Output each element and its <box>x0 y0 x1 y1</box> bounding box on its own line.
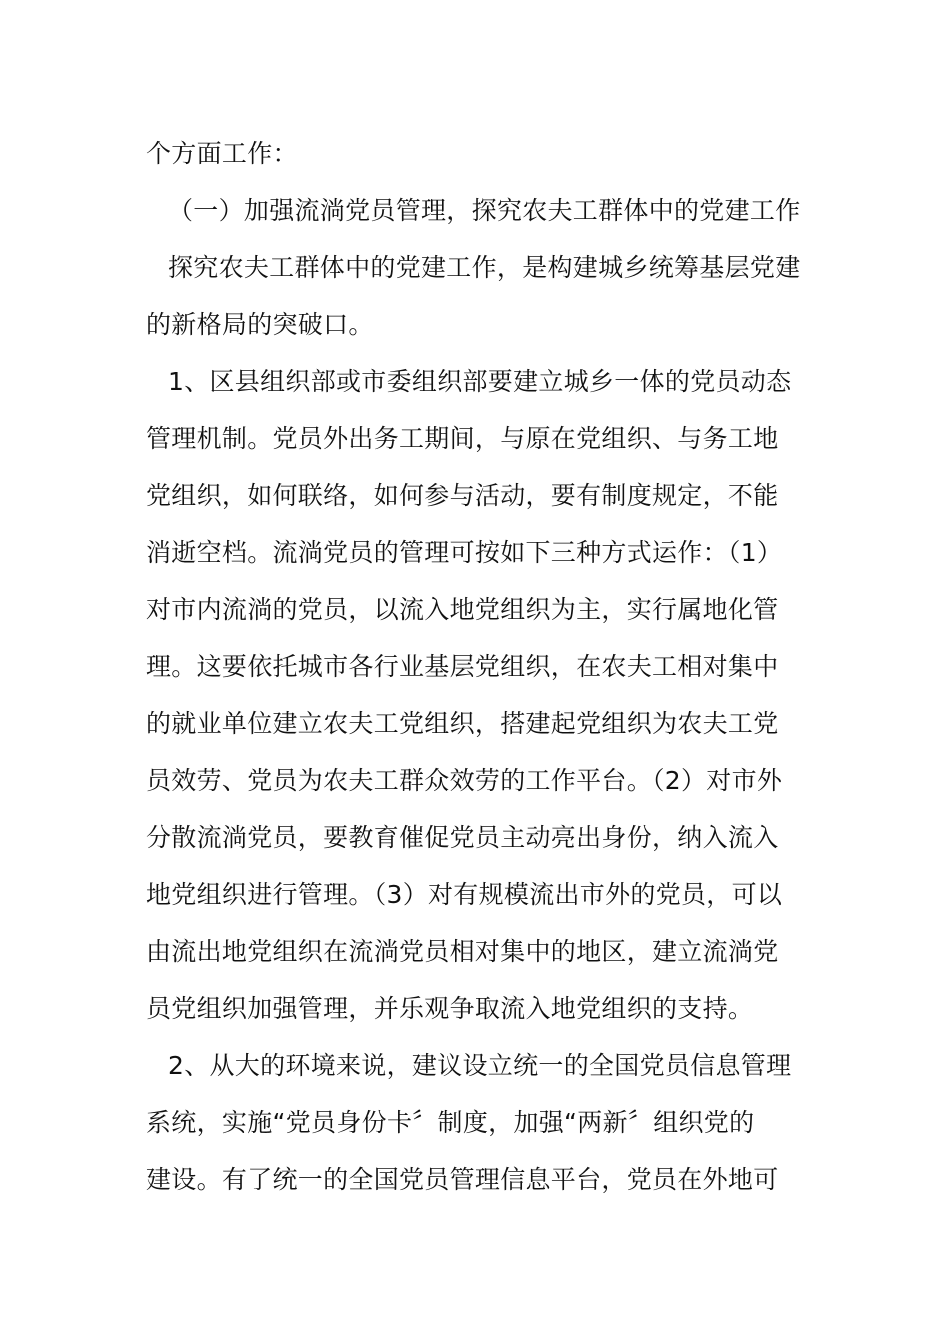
section-heading: （一）加强流淌党员管理，探究农夫工群体中的党建工作 <box>168 196 801 225</box>
text-line: 地党组织进行管理。（3）对有规模流出市外的党员，可以 <box>146 880 783 909</box>
text-line: 的新格局的突破口。 <box>146 310 374 339</box>
text-line: 个方面工作： <box>146 139 298 168</box>
text-line: 对市内流淌的党员，以流入地党组织为主，实行属地化管 <box>146 595 779 624</box>
text-line: 党组织，如何联络，如何参与活动，要有制度规定，不能 <box>146 481 779 510</box>
text-line: 分散流淌党员，要教育催促党员主动亮出身份，纳入流入 <box>146 823 779 852</box>
text-line: 的就业单位建立农夫工党组织，搭建起党组织为农夫工党 <box>146 709 779 738</box>
text-line: 建设。有了统一的全国党员管理信息平台，党员在外地可 <box>146 1165 779 1194</box>
text-line: 管理机制。党员外出务工期间，与原在党组织、与务工地 <box>146 424 779 453</box>
text-line: 员党组织加强管理，并乐观争取流入地党组织的支持。 <box>146 994 754 1023</box>
text-line: 1、区县组织部或市委组织部要建立城乡一体的党员动态 <box>168 367 792 396</box>
text-line: 由流出地党组织在流淌党员相对集中的地区，建立流淌党 <box>146 937 779 966</box>
text-line: 探究农夫工群体中的党建工作，是构建城乡统筹基层党建 <box>168 253 801 282</box>
text-line: 员效劳、党员为农夫工群众效劳的工作平台。（2）对市外 <box>146 766 783 795</box>
text-line: 系统，实施“党员身份卡〞制度，加强“两新〞组织党的 <box>146 1108 755 1137</box>
text-line: 理。这要依托城市各行业基层党组织，在农夫工相对集中 <box>146 652 779 681</box>
text-line: 消逝空档。流淌党员的管理可按如下三种方式运作：（1） <box>146 538 783 567</box>
text-line: 2、从大的环境来说，建议设立统一的全国党员信息管理 <box>168 1051 792 1080</box>
